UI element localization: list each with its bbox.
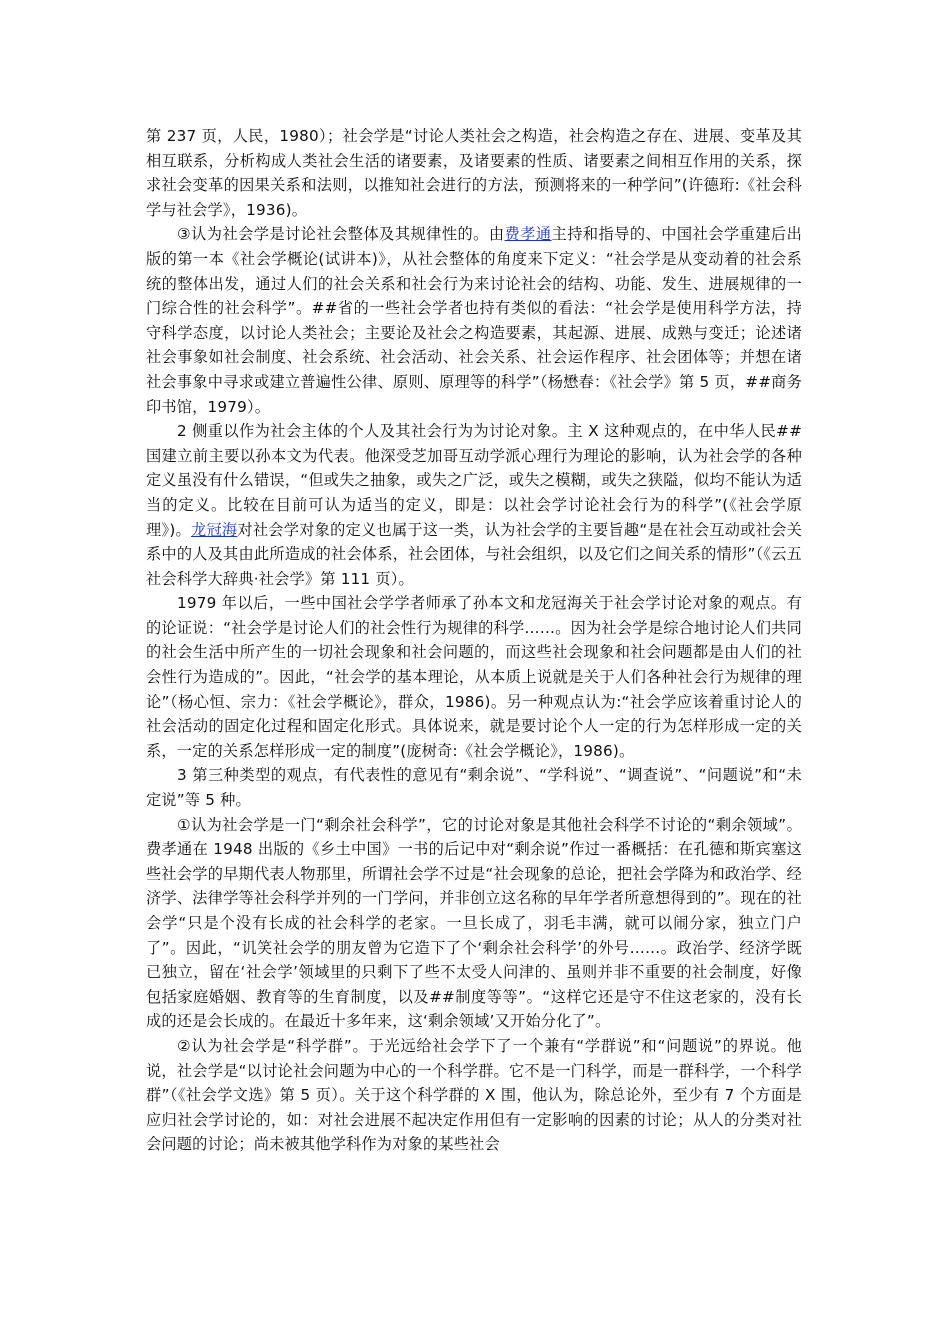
- paragraph-2-text-b: 主持和指导的、中国社会学重建后出版的第一本《社会学概论(试讲本)》，从社会整体的角度来下定义：“社会学是从变动着的社会系统的整体出发，通过人们的社会关系和社会行为来讨论社会的结构、功能、发生、进展规律的一门综合性的社会科学”。##省的一些社会学者也持有类似的看法：“社会学是使用科学方法，持守科学态度，以讨论人类社会；主要论及社会之构造要素，其起源、进展、成熟与变迁；论述诸社会事象如社会制度、社会系统、社会活动、社会关系、社会运作程序、社会团体等；并想在诸社会事象中寻求或建立普遍性公律、原则、原理等的科学”（杨懋春：《社会学》第 5 页，##商务印书馆，1979）。: [146, 225, 802, 416]
- link-fei-xiaotong[interactable]: 费孝通: [504, 225, 552, 244]
- paragraph-3: [146, 419, 802, 591]
- paragraph-6: ①认为社会学是一门“剩余社会科学”，它的讨论对象是其他社会科学不讨论的“剩余领域”。费孝通在 1948 出版的《乡土中国》一书的后记中对“剩余说”作过一番概括：在孔德和斯宾塞这些社会学的早期代表人物那里，所谓社会学不过是“社会现象的总论，把社会学降为和政治学、经济学、法律学等社会科学并列的一门学问，并非创立这名称的早年学者所意想得到的”。现在的社会学“只是个没有长成的社会科学的老家。一旦长成了，羽毛丰满，就可以闹分家，独立门户了”。因此，“讥笑社会学的朋友曾为它造下了个‘剩余社会科学’的外号……。政治学、经济学既已独立，留在‘社会学’领域里的只剩下了些不太受人问津的、虽则并非不重要的社会制度，好像包括家庭婚姻、教育等的生育制度，以及##制度等等”。“这样它还是守不住这老家的，没有长成的还是会长成的。在最近十多年来，这‘剩余领域’又开始分化了”。: [146, 815, 802, 1031]
- link-long-guanhai[interactable]: 龙冠海: [190, 520, 238, 539]
- paragraph-3-text-a: 2 侧重以作为社会主体的个人及其社会行为为讨论对象。主 X 这种观点的，在中华人民##国建立前主要以孙本文为代表。他深受芝加哥互动学派心理行为理论的影响，认为社会学的各种定义虽没有什么错误，“但或失之抽象，或失之广泛，或失之模糊，或失之狭隘，似均不能认为适当的定义。比较在目前可认为适当的定义，即是：以社会学讨论社会行为的科学”(《社会学原理》)。: [146, 422, 802, 539]
- paragraph-4: 1979 年以后，一些中国社会学学者师承了孙本文和龙冠海关于社会学讨论对象的观点。有的论证说：“社会学是讨论人们的社会性行为规律的科学……。因为社会学是综合地讨论人们共同的社会生活中所产生的一切社会现象和社会问题的，而这些社会现象和社会问题都是由人们的社会性行为造成的”。因此，“社会学的基本理论，从本质上说就是关于人们各种社会行为规律的理论”（杨心恒、宗力：《社会学概论》，群众，1986)。另一种观点认为:“社会学应该着重讨论人的社会活动的固定化过程和固定化形式。具体说来，就是要讨论个人一定的行为怎样形成一定的关系，一定的关系怎样形成一定的制度”(庞树奇:《社会学概论》，1986)。: [146, 594, 802, 760]
- paragraph-3-text-b: 对社会学对象的定义也属于这一类，认为社会学的主要旨趣“是在社会互动或社会关系中的人及其由此所造成的社会体系，社会团体，与社会组织，以及它们之间关系的情形”（《云五社会科学大辞典·社会学》第 111 页）。: [146, 520, 802, 588]
- paragraph-7: ②认为社会学是“科学群”。于光远给社会学下了一个兼有“学群说”和“问题说”的界说。他说，社会学是“以讨论社会问题为中心的一个科学群。它不是一门科学，而是一群科学，一个科学群”（《社会学文选》第 5 页）。关于这个科学群的 X 围，他认为，除总论外，至少有 7 个方面是应归社会学讨论的，如：对社会进展不起决定作用但有一定影响的因素的讨论；从人的分类对社会问题的讨论；尚未被其他学科作为对象的某些社会: [146, 1036, 802, 1154]
- paragraph-2-text-a: ③认为社会学是讨论社会整体及其规律性的。由: [177, 225, 505, 244]
- paragraph-2: [146, 222, 802, 419]
- document-body: [146, 124, 802, 1157]
- paragraph-5: 3 第三种类型的观点，有代表性的意见有“剩余说”、“学科说”、“调查说”、“问题说”和“未定说”等 5 种。: [146, 766, 802, 810]
- paragraph-1: 第 237 页，人民，1980）；社会学是“讨论人类社会之构造，社会构造之存在、进展、变革及其相互联系，分析构成人类社会生活的诸要素，及诸要素的性质、诸要素之间相互作用的关系，探求社会变革的因果关系和法则，以推知社会进行的方法，预测将来的一种学问”(许德珩:《社会科学与社会学》，1936)。: [146, 127, 802, 219]
